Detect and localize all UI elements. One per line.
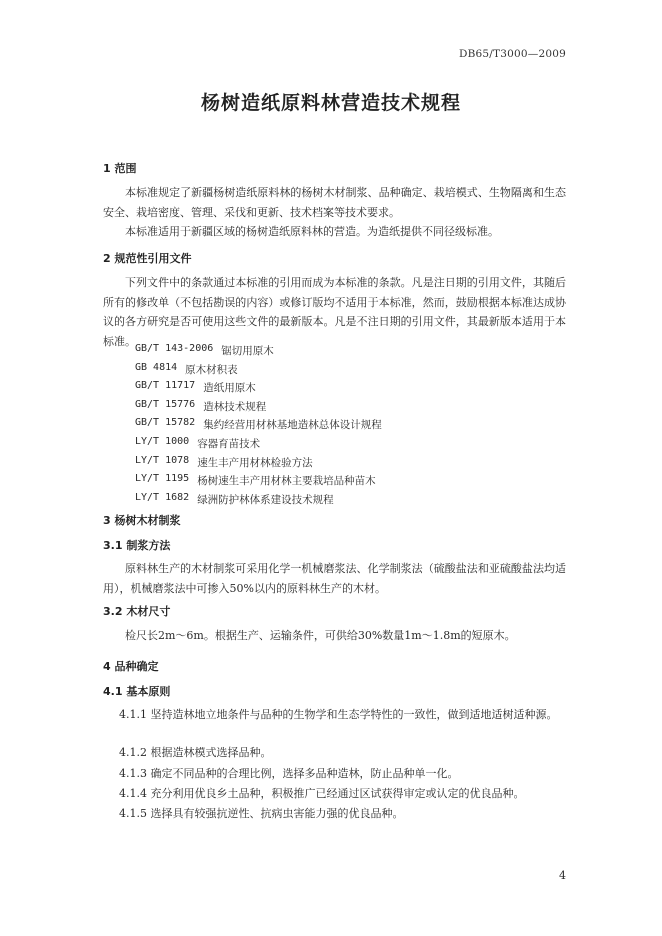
reference-item: LY/T 1078 速生丰产用材林检验方法: [135, 454, 313, 469]
paragraph-timber-size: 检尺长2m～6m。根据生产、运输条件，可供给30%数量1m～1.8m的短原木。: [125, 629, 516, 642]
subsection-heading-timber-size: 3.2 木材尺寸: [103, 605, 171, 618]
document-code: DB65/T3000—2009: [459, 48, 566, 60]
clause-4-1-2: 4.1.2 根据造林模式选择品种。: [119, 746, 272, 759]
reference-item: LY/T 1000 容器育苗技术: [135, 435, 261, 450]
subsection-heading-pulping-method: 3.1 制浆方法: [103, 539, 171, 552]
reference-item: GB/T 11717 造纸用原木: [135, 380, 256, 395]
paragraph-scope-1: 本标准规定了新疆杨树造纸原料林的杨树木材制浆、品种确定、栽培模式、生物隔离和生态安全、栽培密度、管理、采伐和更新、技术档案等技术要求。: [103, 186, 566, 219]
document-title: 杨树造纸原料林营造技术规程: [200, 92, 461, 114]
reference-item: LY/T 1195 杨树速生丰产用材林主要栽培品种苗木: [135, 473, 376, 488]
page-number: 4: [559, 869, 566, 882]
reference-item: GB/T 15776 造林技术规程: [135, 398, 267, 413]
reference-list: [135, 343, 382, 510]
reference-item: LY/T 1682 绿洲防护林体系建设技术规程: [135, 491, 334, 506]
clause-4-1-4: 4.1.4 充分利用优良乡土品种，积极推广已经通过区试获得审定或认定的优良品种。: [119, 787, 525, 800]
reference-item: GB/T 15782 集约经营用材林基地造林总体设计规程: [135, 417, 382, 432]
section-heading-scope: 1 范围: [103, 162, 137, 175]
section-heading-variety-selection: 4 品种确定: [103, 660, 159, 673]
reference-item: GB 4814 原木材积表: [135, 361, 238, 376]
clause-4-1-3: 4.1.3 确定不同品种的合理比例，选择多品种造林，防止品种单一化。: [119, 767, 459, 780]
section-heading-pulping: 3 杨树木材制浆: [103, 514, 181, 527]
clause-4-1-1: 4.1.1 坚持造林地立地条件与品种的生物学和生态学特性的一致性，做到适地适树适种源。: [119, 708, 558, 721]
clause-4-1-5: 4.1.5 选择具有较强抗逆性、抗病虫害能力强的优良品种。: [119, 807, 404, 820]
paragraph-normative-references: 下列文件中的条款通过本标准的引用而成为本标准的条款。凡是注日期的引用文件，其随后所有的修改单（不包括勘误的内容）或修订版均不适用于本标准，然而，鼓励根据本标准达成协议的各方研究是否可使用这些文件的最新版本。凡是不注日期的引用文件，其最新版本适用于本标准。: [103, 276, 566, 348]
paragraph-pulping-method: 原料林生产的木材制浆可采用化学一机械磨浆法、化学制浆法（硫酸盐法和亚硫酸盐法均适用），机械磨浆法中可掺入50%以内的原料林生产的木材。: [103, 562, 566, 595]
paragraph-scope-2: 本标准适用于新疆区域的杨树造纸原料林的营造。为造纸提供不同径级标准。: [125, 225, 499, 238]
section-heading-normative-references: 2 规范性引用文件: [103, 252, 192, 265]
subsection-heading-basic-principles: 4.1 基本原则: [103, 685, 171, 698]
reference-item: GB/T 143-2006 锯切用原木: [135, 343, 274, 357]
